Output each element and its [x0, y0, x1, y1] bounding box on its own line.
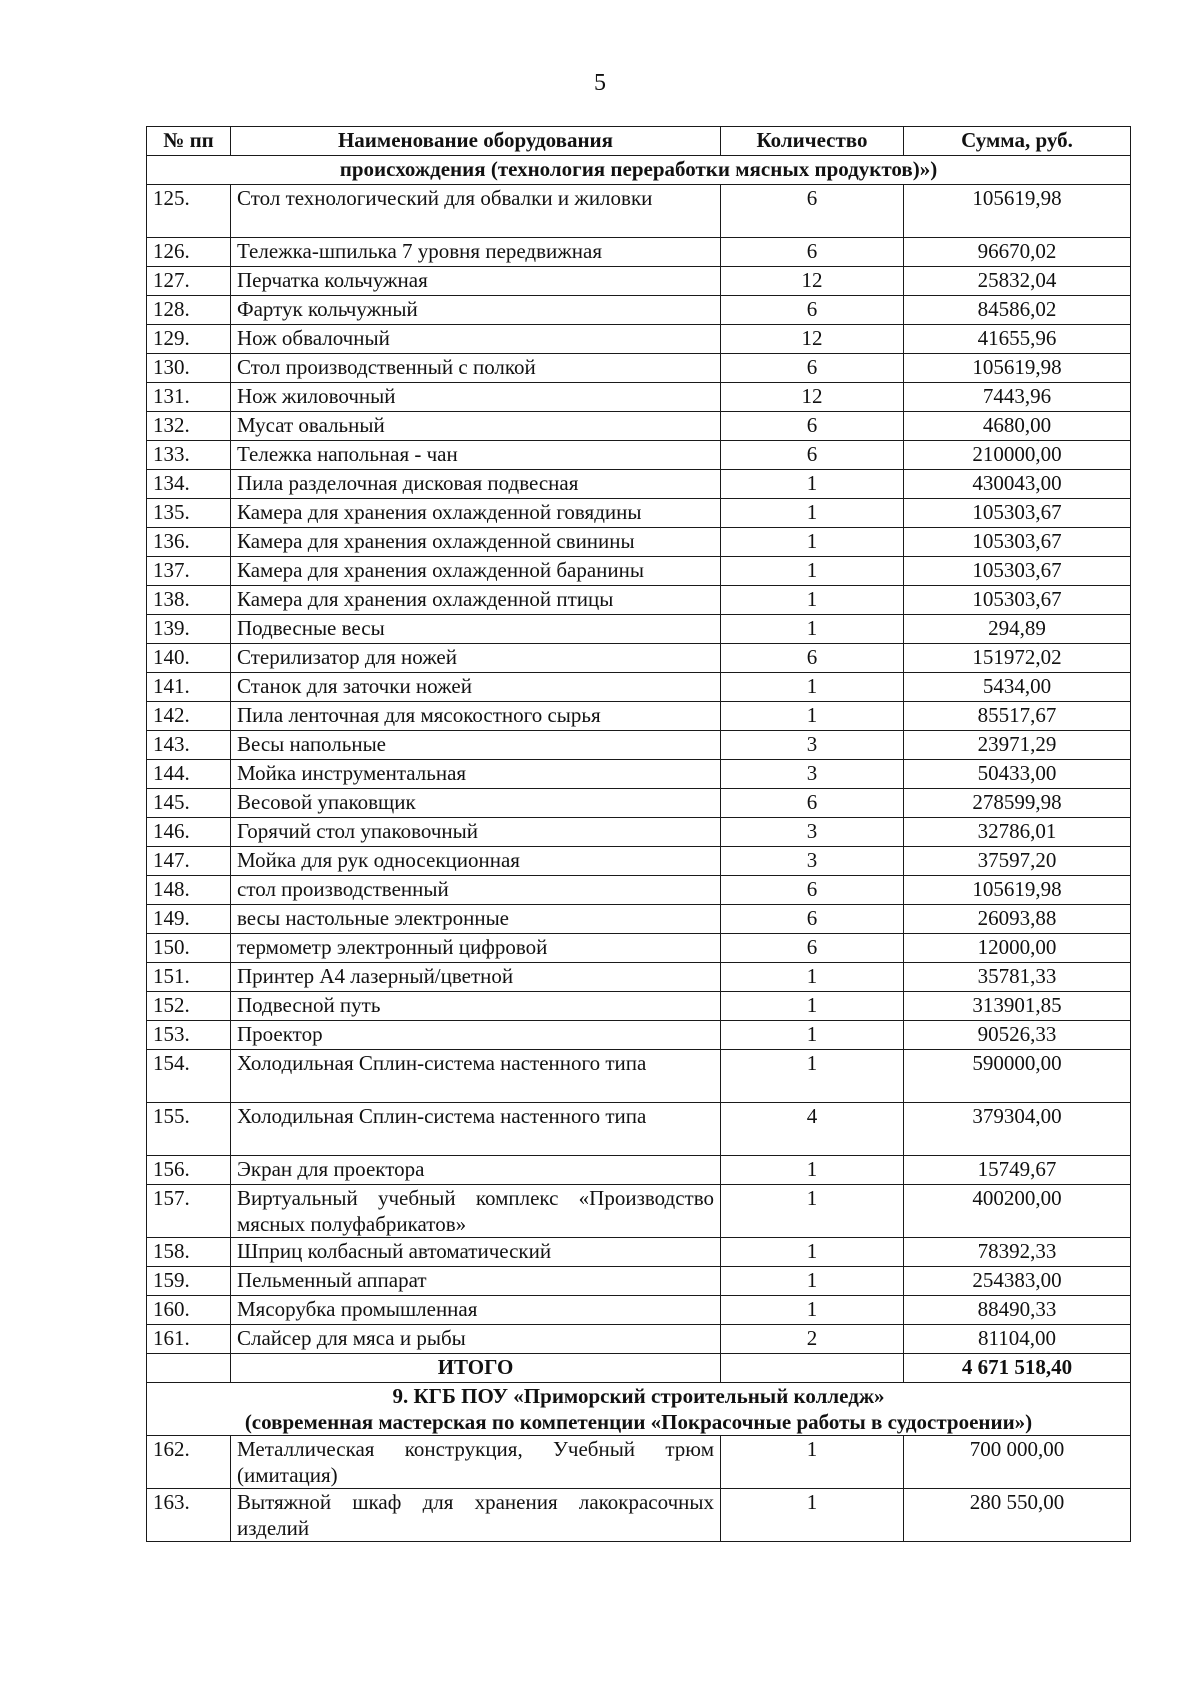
row-quantity: 3 — [721, 760, 904, 789]
row-sum: 37597,20 — [904, 847, 1131, 876]
row-name: Металлическая конструкция, Учебный трюм (имитация) — [231, 1436, 721, 1489]
row-name: Камера для хранения охлажденной свинины — [231, 528, 721, 557]
row-sum: 5434,00 — [904, 673, 1131, 702]
row-number: 129. — [147, 325, 231, 354]
row-name: Мойка инструментальная — [231, 760, 721, 789]
row-name: Холодильная Сплин-система настенного типа — [231, 1050, 721, 1103]
row-name: Пила ленточная для мясокостного сырья — [231, 702, 721, 731]
row-number: 131. — [147, 383, 231, 412]
row-quantity: 1 — [721, 1050, 904, 1103]
row-name: весы настольные электронные — [231, 905, 721, 934]
table-row — [147, 847, 1131, 876]
row-name: Тележка-шпилька 7 уровня передвижная — [231, 238, 721, 267]
row-name: Стол технологический для обвалки и жиловки — [231, 185, 721, 238]
row-sum: 151972,02 — [904, 644, 1131, 673]
row-quantity: 6 — [721, 934, 904, 963]
row-quantity: 1 — [721, 1296, 904, 1325]
table-row — [147, 963, 1131, 992]
row-quantity: 1 — [721, 1267, 904, 1296]
row-sum: 81104,00 — [904, 1325, 1131, 1354]
section-9-subtitle: (современная мастерская по компетенции «Покрасочные работы в судостроении») — [244, 1410, 1033, 1434]
header-num: № пп — [147, 127, 231, 156]
row-quantity: 1 — [721, 586, 904, 615]
row-sum: 50433,00 — [904, 760, 1131, 789]
table-row — [147, 1050, 1131, 1103]
row-number: 148. — [147, 876, 231, 905]
table-row — [147, 760, 1131, 789]
row-name: Горячий стол упаковочный — [231, 818, 721, 847]
table-row — [147, 528, 1131, 557]
row-name: Весовой упаковщик — [231, 789, 721, 818]
row-number: 155. — [147, 1103, 231, 1156]
row-name: Весы напольные — [231, 731, 721, 760]
row-sum: 105619,98 — [904, 185, 1131, 238]
row-sum: 41655,96 — [904, 325, 1131, 354]
row-number: 133. — [147, 441, 231, 470]
table-row — [147, 1238, 1131, 1267]
total-sum: 4 671 518,40 — [904, 1354, 1131, 1383]
row-name: Станок для заточки ножей — [231, 673, 721, 702]
table-row — [147, 702, 1131, 731]
row-number: 127. — [147, 267, 231, 296]
row-name: Мясорубка промышленная — [231, 1296, 721, 1325]
row-number: 132. — [147, 412, 231, 441]
row-number: 154. — [147, 1050, 231, 1103]
row-number: 156. — [147, 1156, 231, 1185]
row-sum: 379304,00 — [904, 1103, 1131, 1156]
row-quantity: 6 — [721, 354, 904, 383]
row-quantity: 6 — [721, 905, 904, 934]
row-name: стол производственный — [231, 876, 721, 905]
table-row — [147, 1325, 1131, 1354]
row-quantity: 12 — [721, 325, 904, 354]
row-quantity: 1 — [721, 1489, 904, 1542]
row-sum: 590000,00 — [904, 1050, 1131, 1103]
table-row — [147, 992, 1131, 1021]
row-quantity: 12 — [721, 383, 904, 412]
row-number: 143. — [147, 731, 231, 760]
page-number: 5 — [594, 70, 606, 96]
table-row — [147, 1103, 1131, 1156]
row-quantity: 6 — [721, 441, 904, 470]
row-quantity: 1 — [721, 1238, 904, 1267]
row-sum: 4680,00 — [904, 412, 1131, 441]
row-number: 161. — [147, 1325, 231, 1354]
row-quantity: 3 — [721, 818, 904, 847]
row-quantity: 1 — [721, 615, 904, 644]
row-number: 142. — [147, 702, 231, 731]
table-row — [147, 673, 1131, 702]
row-number: 128. — [147, 296, 231, 325]
row-quantity: 6 — [721, 789, 904, 818]
row-number: 138. — [147, 586, 231, 615]
table-row — [147, 1267, 1131, 1296]
row-quantity: 6 — [721, 644, 904, 673]
row-quantity: 12 — [721, 267, 904, 296]
table-row — [147, 876, 1131, 905]
row-name: Вытяжной шкаф для хранения лакокрасочных изделий — [231, 1489, 721, 1542]
table-row — [147, 615, 1131, 644]
table-row — [147, 1436, 1131, 1489]
table-row — [147, 934, 1131, 963]
row-name: Камера для хранения охлажденной баранины — [231, 557, 721, 586]
row-sum: 12000,00 — [904, 934, 1131, 963]
table-row — [147, 644, 1131, 673]
row-number: 140. — [147, 644, 231, 673]
header-qty: Количество — [721, 127, 904, 156]
table-row — [147, 905, 1131, 934]
row-number: 160. — [147, 1296, 231, 1325]
row-sum: 90526,33 — [904, 1021, 1131, 1050]
total-row — [147, 1354, 1131, 1383]
row-number: 158. — [147, 1238, 231, 1267]
row-number: 135. — [147, 499, 231, 528]
row-number: 126. — [147, 238, 231, 267]
row-name: Стол производственный с полкой — [231, 354, 721, 383]
section-continuation: происхождения (технология переработки мясных продуктов)») — [147, 156, 1131, 185]
row-number: 153. — [147, 1021, 231, 1050]
row-number: 145. — [147, 789, 231, 818]
row-quantity: 1 — [721, 528, 904, 557]
row-sum: 25832,04 — [904, 267, 1131, 296]
row-number: 139. — [147, 615, 231, 644]
row-quantity: 1 — [721, 992, 904, 1021]
row-name: Камера для хранения охлажденной птицы — [231, 586, 721, 615]
row-number: 136. — [147, 528, 231, 557]
row-name: термометр электронный цифровой — [231, 934, 721, 963]
table-row — [147, 1185, 1131, 1238]
row-name: Слайсер для мяса и рыбы — [231, 1325, 721, 1354]
table-row — [147, 267, 1131, 296]
row-number: 146. — [147, 818, 231, 847]
row-number: 144. — [147, 760, 231, 789]
table-row — [147, 383, 1131, 412]
row-number: 159. — [147, 1267, 231, 1296]
row-sum: 280 550,00 — [904, 1489, 1131, 1542]
row-name: Тележка напольная - чан — [231, 441, 721, 470]
row-number: 152. — [147, 992, 231, 1021]
row-sum: 96670,02 — [904, 238, 1131, 267]
row-name: Подвесной путь — [231, 992, 721, 1021]
row-quantity: 1 — [721, 673, 904, 702]
row-quantity: 3 — [721, 847, 904, 876]
row-name: Шприц колбасный автоматический — [231, 1238, 721, 1267]
table-row — [147, 470, 1131, 499]
section-9-row — [147, 1383, 1131, 1436]
section-continuation-row — [147, 156, 1131, 185]
table-row — [147, 296, 1131, 325]
row-name: Стерилизатор для ножей — [231, 644, 721, 673]
table-row — [147, 325, 1131, 354]
row-quantity: 1 — [721, 1021, 904, 1050]
table-row — [147, 499, 1131, 528]
row-quantity: 1 — [721, 963, 904, 992]
row-sum: 105619,98 — [904, 354, 1131, 383]
row-name: Виртуальный учебный комплекс «Производство мясных полуфабрикатов» — [231, 1185, 721, 1238]
row-name: Мусат овальный — [231, 412, 721, 441]
row-quantity: 6 — [721, 876, 904, 905]
row-sum: 105303,67 — [904, 557, 1131, 586]
row-sum: 26093,88 — [904, 905, 1131, 934]
row-sum: 105303,67 — [904, 586, 1131, 615]
row-name: Экран для проектора — [231, 1156, 721, 1185]
row-sum: 254383,00 — [904, 1267, 1131, 1296]
row-sum: 32786,01 — [904, 818, 1131, 847]
row-quantity: 1 — [721, 1185, 904, 1238]
row-quantity: 4 — [721, 1103, 904, 1156]
row-sum: 400200,00 — [904, 1185, 1131, 1238]
row-number: 141. — [147, 673, 231, 702]
row-name: Пила разделочная дисковая подвесная — [231, 470, 721, 499]
table-row — [147, 238, 1131, 267]
row-quantity: 1 — [721, 499, 904, 528]
header-sum: Сумма, руб. — [904, 127, 1131, 156]
row-quantity: 1 — [721, 702, 904, 731]
row-name: Нож жиловочный — [231, 383, 721, 412]
row-number: 150. — [147, 934, 231, 963]
table-row — [147, 1156, 1131, 1185]
row-quantity: 6 — [721, 296, 904, 325]
row-number: 151. — [147, 963, 231, 992]
row-sum: 84586,02 — [904, 296, 1131, 325]
row-sum: 278599,98 — [904, 789, 1131, 818]
row-name: Пельменный аппарат — [231, 1267, 721, 1296]
row-number: 163. — [147, 1489, 231, 1542]
row-number: 137. — [147, 557, 231, 586]
header-name: Наименование оборудования — [231, 127, 721, 156]
row-sum: 105303,67 — [904, 499, 1131, 528]
row-sum: 210000,00 — [904, 441, 1131, 470]
table-header-row — [147, 127, 1131, 156]
table-row — [147, 441, 1131, 470]
row-name: Камера для хранения охлажденной говядины — [231, 499, 721, 528]
row-quantity: 2 — [721, 1325, 904, 1354]
row-name: Подвесные весы — [231, 615, 721, 644]
section-9-title: 9. КГБ ПОУ «Приморский строительный колледж» — [392, 1384, 885, 1408]
row-sum: 105303,67 — [904, 528, 1131, 557]
table-row — [147, 789, 1131, 818]
row-quantity: 6 — [721, 412, 904, 441]
table-row — [147, 412, 1131, 441]
row-number: 147. — [147, 847, 231, 876]
row-sum: 313901,85 — [904, 992, 1131, 1021]
row-sum: 700 000,00 — [904, 1436, 1131, 1489]
row-name: Проектор — [231, 1021, 721, 1050]
row-sum: 88490,33 — [904, 1296, 1131, 1325]
table-row — [147, 354, 1131, 383]
row-name: Нож обвалочный — [231, 325, 721, 354]
table-row — [147, 586, 1131, 615]
row-number: 134. — [147, 470, 231, 499]
row-quantity: 1 — [721, 557, 904, 586]
row-quantity: 1 — [721, 1436, 904, 1489]
row-quantity: 6 — [721, 238, 904, 267]
equipment-table — [146, 126, 1131, 1542]
row-sum: 78392,33 — [904, 1238, 1131, 1267]
row-sum: 85517,67 — [904, 702, 1131, 731]
table-row — [147, 818, 1131, 847]
total-label: ИТОГО — [231, 1354, 721, 1383]
row-number: 149. — [147, 905, 231, 934]
row-name: Перчатка кольчужная — [231, 267, 721, 296]
table-row — [147, 1489, 1131, 1542]
row-sum: 15749,67 — [904, 1156, 1131, 1185]
table-row — [147, 185, 1131, 238]
table-row — [147, 557, 1131, 586]
table-row — [147, 731, 1131, 760]
table-row — [147, 1296, 1131, 1325]
row-name: Мойка для рук односекционная — [231, 847, 721, 876]
row-quantity: 1 — [721, 470, 904, 499]
table-row — [147, 1021, 1131, 1050]
row-sum: 105619,98 — [904, 876, 1131, 905]
row-name: Фартук кольчужный — [231, 296, 721, 325]
row-quantity: 6 — [721, 185, 904, 238]
row-sum: 430043,00 — [904, 470, 1131, 499]
row-number: 125. — [147, 185, 231, 238]
row-name: Принтер А4 лазерный/цветной — [231, 963, 721, 992]
row-quantity: 3 — [721, 731, 904, 760]
row-number: 130. — [147, 354, 231, 383]
row-sum: 294,89 — [904, 615, 1131, 644]
row-sum: 7443,96 — [904, 383, 1131, 412]
row-sum: 23971,29 — [904, 731, 1131, 760]
row-sum: 35781,33 — [904, 963, 1131, 992]
row-quantity: 1 — [721, 1156, 904, 1185]
row-name: Холодильная Сплин-система настенного типа — [231, 1103, 721, 1156]
row-number: 162. — [147, 1436, 231, 1489]
row-number: 157. — [147, 1185, 231, 1238]
